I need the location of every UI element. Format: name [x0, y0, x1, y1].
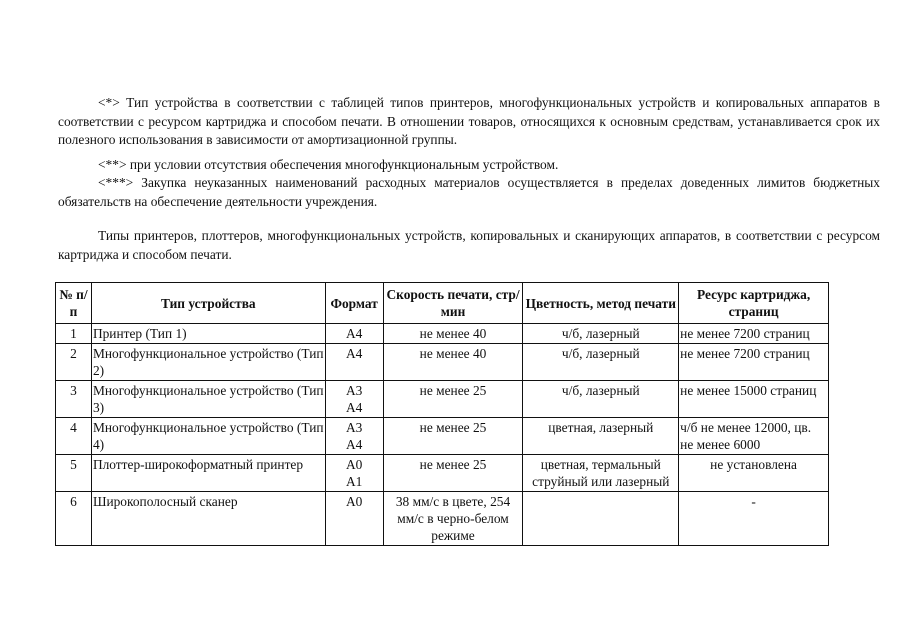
row-format: [325, 344, 383, 381]
format-value: А4: [345, 346, 363, 361]
row-color: цветная, термальный струйный или лазерный: [523, 455, 679, 492]
table-row: [56, 418, 829, 455]
format-value: А3: [345, 420, 363, 435]
row-resource: не менее 7200 страниц: [679, 324, 829, 344]
note-2: <**> при условии отсутствия обеспечения многофункциональным устройством.: [98, 156, 559, 172]
note-3: <***> Закупка неуказанных наименований расходных материалов осуществляется в пределах доведенных лимитов бюджетных обязательств на обеспечение деятельности учреждения.: [58, 175, 880, 209]
row-format: [325, 381, 383, 418]
row-num: 5: [56, 455, 92, 492]
table-row: [56, 344, 829, 381]
row-format: [325, 324, 383, 344]
format-value: А1: [345, 474, 363, 489]
row-resource: -: [679, 492, 829, 546]
table-intro: Типы принтеров, плоттеров, многофункциональных устройств, копировальных и сканирующих аппаратов, в соответствии с ресурсом картриджа и способом печати.: [58, 228, 880, 262]
row-resource: не менее 15000 страниц: [679, 381, 829, 418]
row-format: [325, 455, 383, 492]
row-type: Многофункциональное устройство (Тип 3): [91, 381, 325, 418]
row-color: ч/б, лазерный: [523, 344, 679, 381]
format-value: А0: [345, 494, 363, 509]
row-color: ч/б, лазерный: [523, 324, 679, 344]
table-row: [56, 455, 829, 492]
note-1: <*> Тип устройства в соответствии с таблицей типов принтеров, многофункциональных устройств и копировальных аппаратов в соответствии с ресурсом картриджа и способом печати. В отношении товаров, относящихся к основным средствам, устанавливается срок их полезного использования в зависимости от амортизационной группы.: [58, 95, 880, 147]
table-header-row: [56, 283, 829, 324]
row-resource: не менее 7200 страниц: [679, 344, 829, 381]
row-speed: не менее 25: [383, 455, 523, 492]
header-color: Цветность, метод печати: [523, 283, 679, 324]
row-type: Широкополосный сканер: [91, 492, 325, 546]
table-row: [56, 492, 829, 546]
row-num: 2: [56, 344, 92, 381]
header-resource: Ресурс картриджа, страниц: [679, 283, 829, 324]
row-speed: не менее 40: [383, 344, 523, 381]
notes-section: [58, 94, 880, 264]
row-num: 6: [56, 492, 92, 546]
row-format: [325, 418, 383, 455]
row-speed: 38 мм/с в цвете, 254 мм/с в черно-белом режиме: [383, 492, 523, 546]
row-num: 1: [56, 324, 92, 344]
header-type: Тип устройства: [91, 283, 325, 324]
format-value: А0: [345, 457, 363, 472]
row-type: Многофункциональное устройство (Тип 2): [91, 344, 325, 381]
table-row: [56, 324, 829, 344]
format-value: А4: [345, 326, 363, 341]
row-num: 3: [56, 381, 92, 418]
row-type: Многофункциональное устройство (Тип 4): [91, 418, 325, 455]
table-row: [56, 381, 829, 418]
row-color: ч/б, лазерный: [523, 381, 679, 418]
row-type: Плоттер-широкоформатный принтер: [91, 455, 325, 492]
device-table: [55, 282, 829, 546]
header-format: Формат: [325, 283, 383, 324]
table-body: [56, 324, 829, 546]
row-type: Принтер (Тип 1): [91, 324, 325, 344]
row-color: [523, 492, 679, 546]
row-resource: ч/б не менее 12000, цв. не менее 6000: [679, 418, 829, 455]
row-speed: не менее 25: [383, 418, 523, 455]
format-value: А4: [345, 437, 363, 452]
row-speed: не менее 40: [383, 324, 523, 344]
header-num: № п/п: [56, 283, 92, 324]
format-value: А3: [345, 383, 363, 398]
row-resource: не установлена: [679, 455, 829, 492]
format-value: А4: [345, 400, 363, 415]
row-num: 4: [56, 418, 92, 455]
header-speed: Скорость печати, стр/мин: [383, 283, 523, 324]
row-color: цветная, лазерный: [523, 418, 679, 455]
row-format: [325, 492, 383, 546]
row-speed: не менее 25: [383, 381, 523, 418]
